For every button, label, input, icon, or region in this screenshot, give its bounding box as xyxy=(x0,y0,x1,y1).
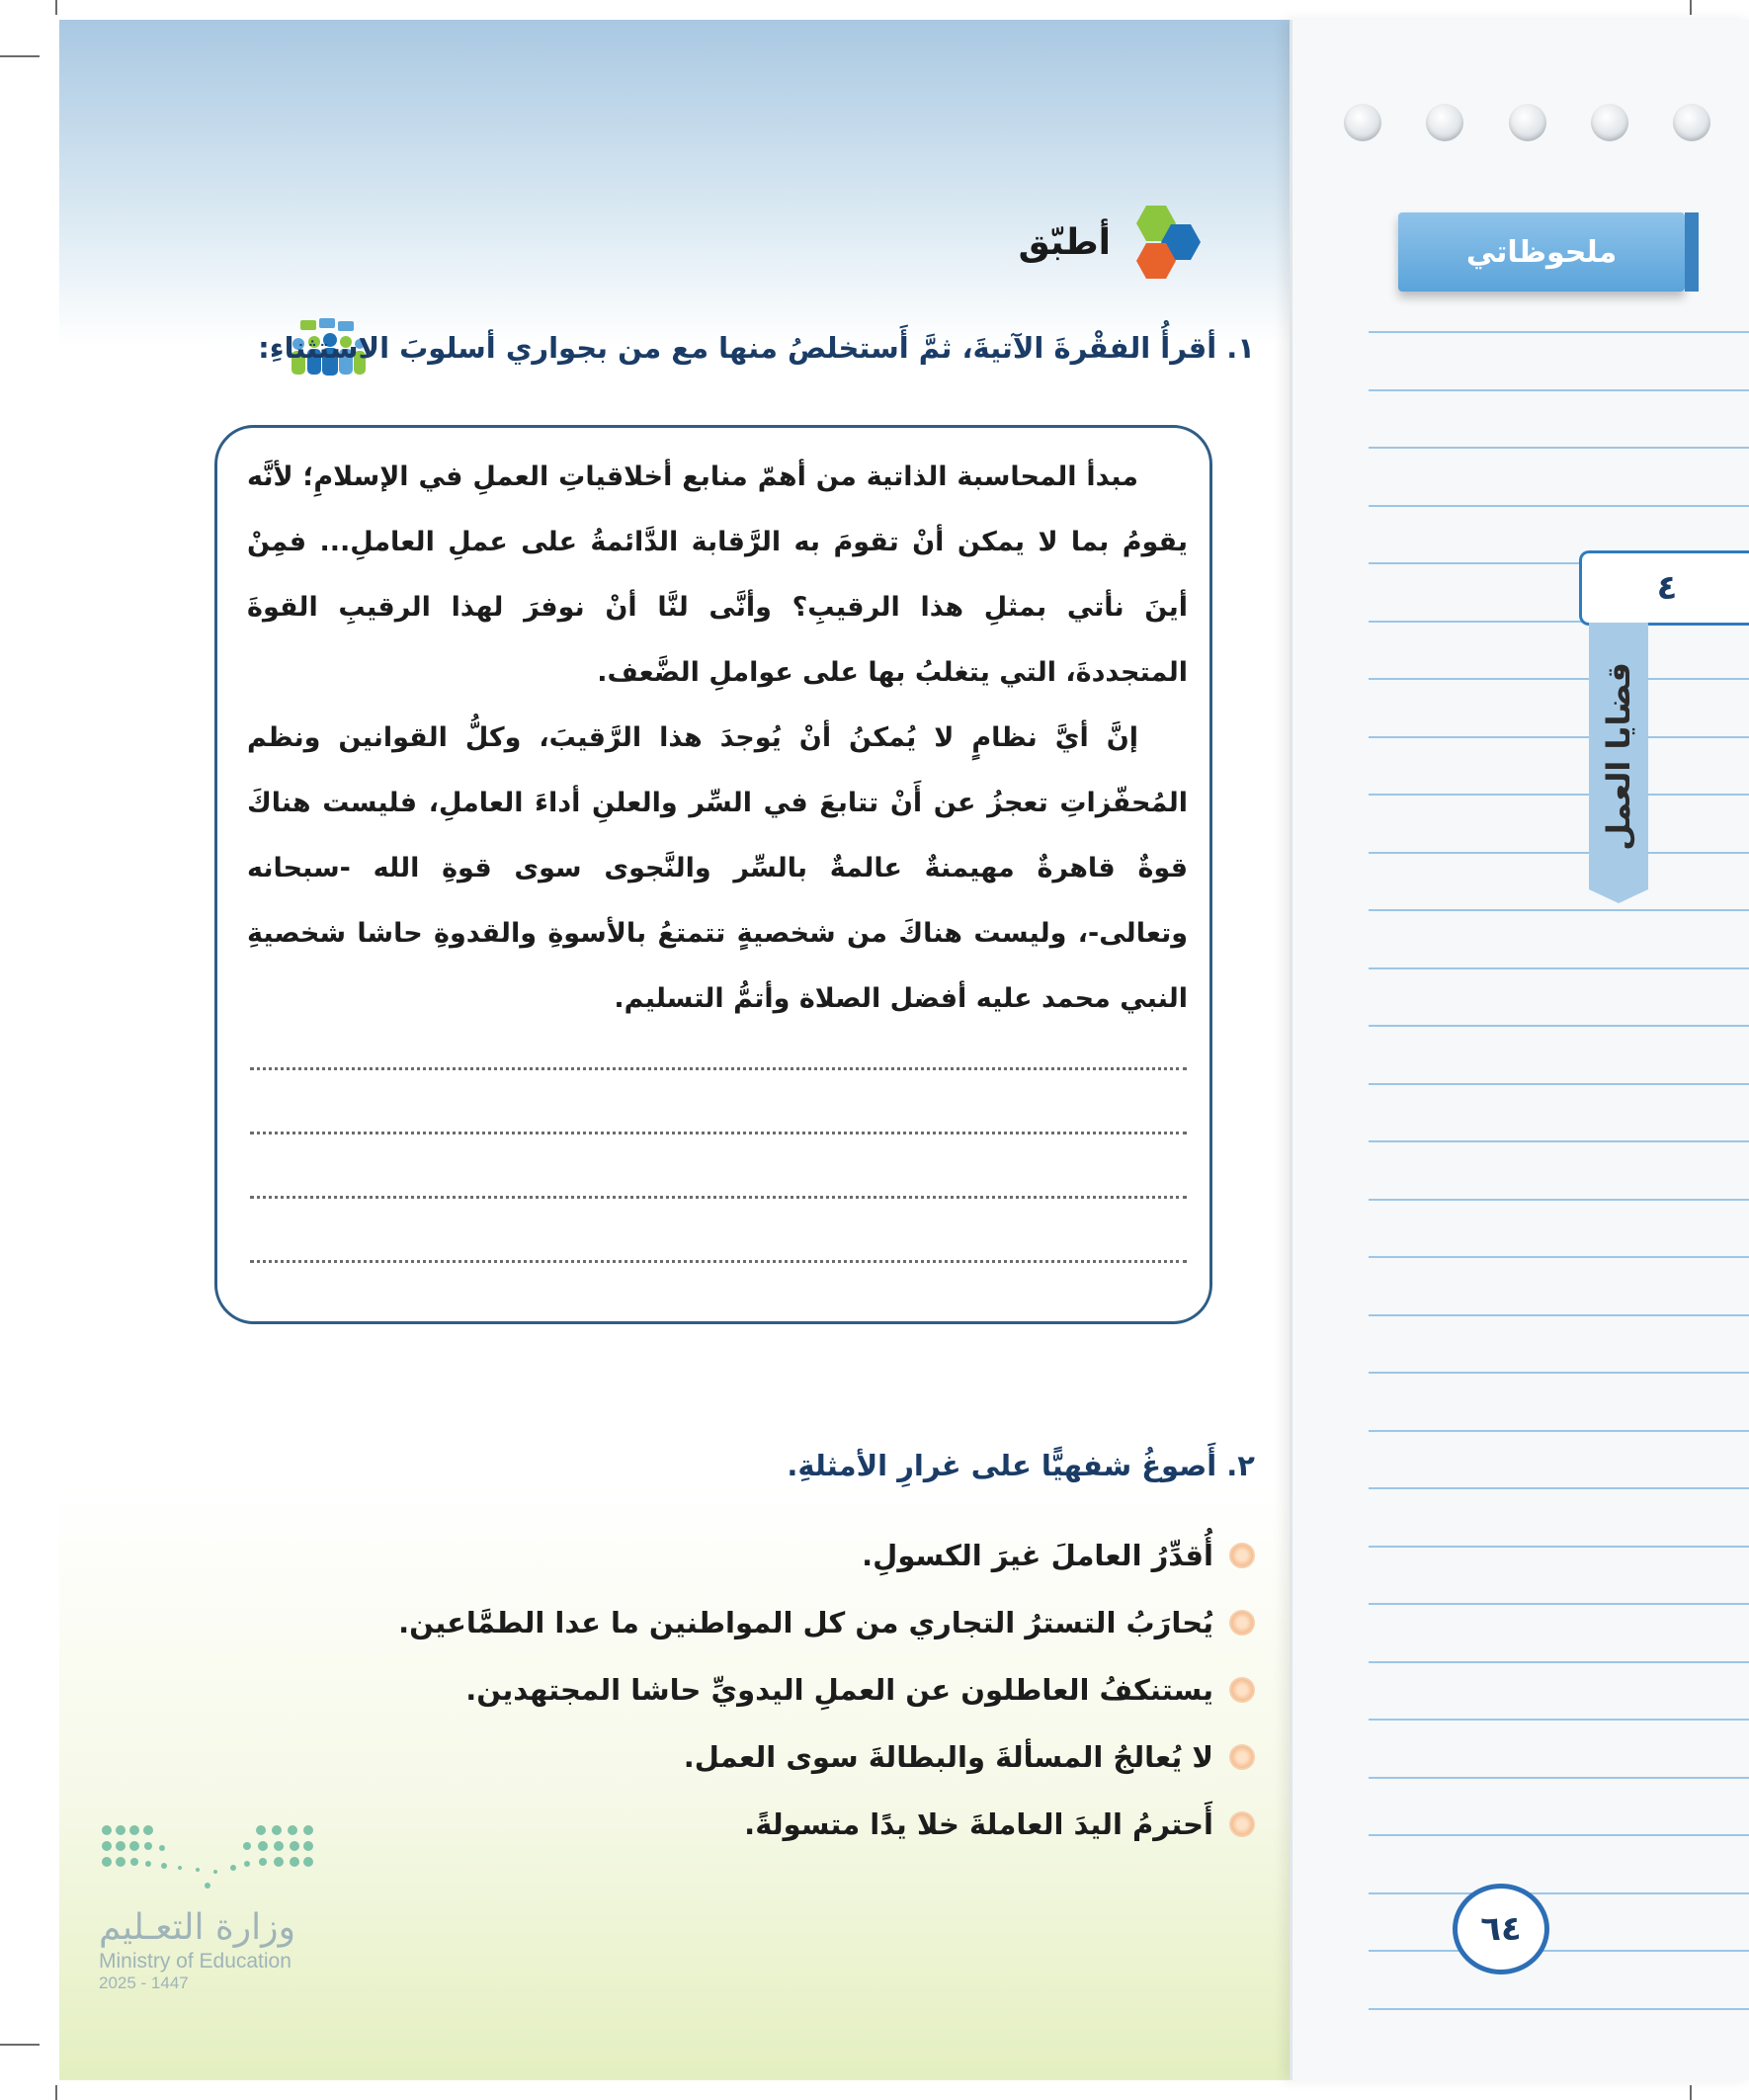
passage-text xyxy=(247,445,1188,1032)
hexagons-icon xyxy=(1117,198,1210,287)
notes-ruled-line xyxy=(1369,852,1749,854)
crop-mark xyxy=(1690,0,1692,15)
passage-paragraph: إنَّ أيَّ نظامٍ لا يُمكنُ أنْ يُوجدَ هذا الرَّقيبَ، وكلُّ القوانين ونظم المُحفّزاتِ تعجزُ عن أَنْ تتابعَ في السِّر والعلنِ أداءَ العاملِ، فليست هناكَ قوةٌ قاهرةٌ مهيمنةٌ عالمةٌ بالسِّر والنَّجوى سوى قوةِ الله -سبحانه وتعالى-، وليست هناكَ من شخصيةٍ تتمتعُ بالأسوةِ والقدوةِ حاشا شخصيةِ النبي محمد عليه أفضل الصلاة وأتمُّ التسليم. xyxy=(247,722,1188,1014)
unit-title-ribbon xyxy=(1589,623,1648,889)
list-item xyxy=(398,1522,1255,1589)
unit-title: قضايا العمل xyxy=(1600,661,1637,851)
ministry-name-arabic: وزارة التعـليم xyxy=(99,1907,295,1948)
notes-ruled-line xyxy=(1369,505,1749,507)
binder-ring-icon xyxy=(1509,104,1546,141)
question-2: ٢. أَصوغُ شفهيًّا على غرارِ الأمثلةِ. xyxy=(787,1449,1255,1482)
crop-mark xyxy=(55,0,57,15)
notes-ruled-line xyxy=(1369,1892,1749,1894)
notes-ruled-line xyxy=(1369,389,1749,391)
notes-ruled-line xyxy=(1369,678,1749,680)
notes-ruled-line xyxy=(1369,1834,1749,1836)
ministry-logo xyxy=(99,1818,316,2016)
answer-line[interactable] xyxy=(250,1132,1187,1134)
notes-column xyxy=(1290,20,1749,2080)
notes-ruled-line xyxy=(1369,331,1749,333)
sentence-text: أُقدِّرُ العاملَ غيرَ الكسولِ. xyxy=(862,1539,1213,1572)
binder-ring-icon xyxy=(1673,104,1710,141)
notes-ruled-line xyxy=(1369,2008,1749,2010)
bullet-icon xyxy=(1229,1543,1255,1568)
notes-ruled-line xyxy=(1369,1487,1749,1489)
list-item xyxy=(398,1791,1255,1858)
heading-title: أطبّق xyxy=(1018,221,1111,263)
notes-ruled-line xyxy=(1369,1950,1749,1952)
crop-mark xyxy=(55,2085,57,2100)
answer-line[interactable] xyxy=(250,1260,1187,1263)
page-number-text: ٦٤ xyxy=(1480,1909,1522,1949)
answer-line[interactable] xyxy=(250,1067,1187,1070)
notes-title xyxy=(1398,212,1685,292)
notes-ruled-line xyxy=(1369,1140,1749,1142)
notes-ruled-line xyxy=(1369,1314,1749,1316)
notes-ruled-line xyxy=(1369,909,1749,911)
section-heading xyxy=(1019,198,1210,287)
ministry-name-english: Ministry of Education xyxy=(99,1950,292,1973)
sentence-text: لا يُعالجُ المسألةَ والبطالةَ سوى العمل. xyxy=(683,1740,1213,1774)
answer-line[interactable] xyxy=(250,1196,1187,1199)
passage-paragraph: مبدأ المحاسبة الذاتية من أهمّ منابع أخلاقياتِ العملِ في الإسلامِ؛ لأنَّه يقومُ بما لا يمكن أنْ تقومَ به الرَّقابة الدَّائمةُ على عملِ العاملِ... فمِنْ أينَ نأتي بمثلِ هذا الرقيبِ؟ وأنَّى لنَّا أنْ نوفرَ لهذا الرقيبِ القوةَ المتجددةَ، التي يتغلبُ بها على عواملِ الضَّعف. xyxy=(247,462,1188,688)
sentence-text: أَحترمُ اليدَ العاملةَ خلا يدًا متسولةً. xyxy=(744,1807,1213,1841)
notes-ruled-line xyxy=(1369,1083,1749,1085)
notes-ruled-line xyxy=(1369,1025,1749,1027)
ministry-year: 2025 - 1447 xyxy=(99,1974,189,1992)
notes-title-text: ملحوظاتي xyxy=(1465,234,1618,270)
question-1: ١. أقرأُ الفقْرةَ الآتيةَ، ثمَّ أَستخلصُ منها مع من بجواري أسلوبَ الاستثناءِ: xyxy=(258,331,1255,365)
list-item xyxy=(398,1723,1255,1791)
notes-ruled-line xyxy=(1369,1661,1749,1663)
sentence-text: يُحارَبُ التسترُ التجاري من كل المواطنين ما عدا الطمَّاعين. xyxy=(398,1606,1213,1639)
notes-ruled-line xyxy=(1369,1546,1749,1548)
notes-ruled-line xyxy=(1369,736,1749,738)
notes-ruled-line xyxy=(1369,1256,1749,1258)
notes-ruled-line xyxy=(1369,1719,1749,1721)
notes-ruled-line xyxy=(1369,794,1749,796)
crop-mark xyxy=(1690,2085,1692,2100)
bullet-icon xyxy=(1229,1744,1255,1770)
example-sentences xyxy=(398,1522,1255,1858)
notes-ruled-line xyxy=(1369,1777,1749,1779)
bullet-icon xyxy=(1229,1811,1255,1837)
bullet-icon xyxy=(1229,1677,1255,1703)
unit-number-tab xyxy=(1579,550,1749,626)
ministry-dots-icon xyxy=(99,1818,316,1897)
sentence-text: يستنكفُ العاطلون عن العملِ اليدويِّ حاشا المجتهدين. xyxy=(465,1673,1213,1707)
notes-ruled-line xyxy=(1369,1372,1749,1374)
notes-ruled-line xyxy=(1369,1430,1749,1432)
binder-ring-icon xyxy=(1426,104,1463,141)
unit-number: ٤ xyxy=(1656,568,1678,608)
notes-ruled-line xyxy=(1369,1603,1749,1605)
notes-ruled-line xyxy=(1369,447,1749,449)
binder-ring-icon xyxy=(1344,104,1381,141)
list-item xyxy=(398,1589,1255,1656)
crop-mark xyxy=(0,2044,40,2046)
binder-ring-icon xyxy=(1591,104,1628,141)
page-number xyxy=(1453,1884,1549,1974)
bullet-icon xyxy=(1229,1610,1255,1636)
notes-ruled-line xyxy=(1369,1199,1749,1201)
list-item xyxy=(398,1656,1255,1723)
crop-mark xyxy=(0,55,40,57)
notes-ruled-line xyxy=(1369,967,1749,969)
